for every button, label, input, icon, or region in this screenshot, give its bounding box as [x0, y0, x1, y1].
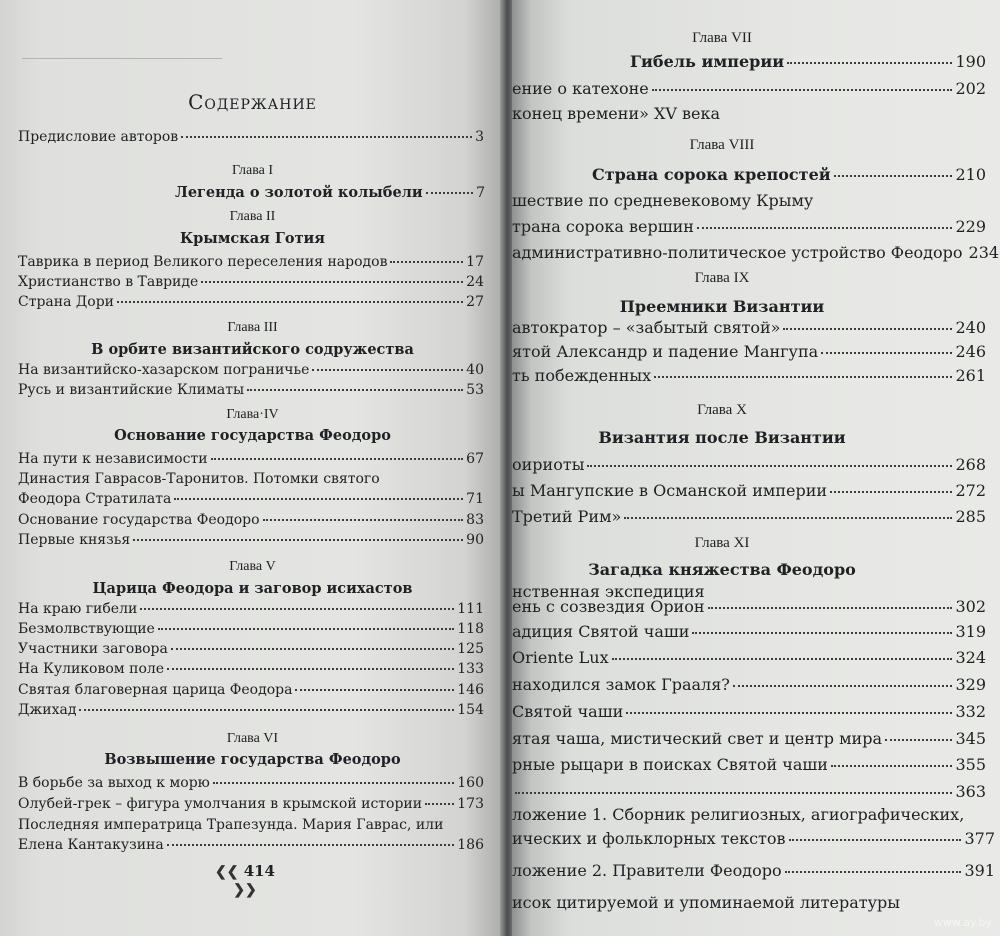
- chapter-8-title-entry: Страна сорока крепостей 210: [592, 165, 986, 184]
- toc-entry: оириоты 268: [512, 455, 986, 474]
- right-page: [512, 0, 1000, 936]
- toc-entry: ень с созвездия Орион 302: [512, 597, 986, 616]
- toc-entry: Елена Кантакузина 186: [18, 837, 484, 853]
- chapter-4-title: Основание государства Феодоро: [114, 427, 391, 444]
- entry-page: 3: [475, 129, 484, 145]
- toc-entry: Безмолвствующие 118: [18, 621, 484, 637]
- toc-entry: ятой Александр и падение Мангупа 246: [512, 342, 986, 361]
- chapter-9-head: Глава IX: [694, 270, 750, 286]
- toc-entry: ятая чаша, мистический свет и центр мира 345: [512, 729, 986, 748]
- chapter-10-title: Византия после Византии: [598, 428, 846, 447]
- chapter-9-title: Преемники Византии: [619, 297, 825, 316]
- toc-entry: Основание государства Феодоро 83: [18, 512, 484, 528]
- chapter-1-head: Глава I: [231, 163, 274, 178]
- toc-entry-line: конец времени» XV века: [512, 104, 721, 123]
- header-rule: [22, 58, 222, 59]
- toc-entry: ы Мангупские в Османской империи 272: [512, 481, 986, 500]
- toc-entry: Таврика в период Великого переселения народов 17: [18, 254, 484, 270]
- toc-entry-line: ложение 1. Сборник религиозных, агиографических,: [512, 805, 965, 824]
- toc-entry: ложение 2. Правители Феодоро 391: [512, 861, 995, 880]
- toc-entry: административно-политическое устройство Феодоро 234: [512, 243, 1000, 262]
- chapter-1-title: Легенда о золотой колыбели: [175, 184, 423, 201]
- chapter-8-head: Глава VIII: [689, 137, 755, 153]
- chapter-3-title: В орбите византийского содружества: [91, 341, 414, 358]
- toc-entry: 363: [512, 782, 986, 801]
- toc-entry: Участники заговора 125: [18, 641, 484, 657]
- toc-entry: адиция Святой чаши 319: [512, 622, 986, 641]
- chapter-6-head: Глава VI: [226, 731, 279, 746]
- watermark: www.ay.by: [933, 916, 992, 929]
- toc-entry: Первые князья 90: [18, 532, 484, 548]
- toc-entry-line: нственная экспедиция: [512, 582, 705, 601]
- chapter-7-title: Гибель империи: [630, 52, 785, 71]
- chapter-2-title: Крымская Готия: [179, 230, 326, 247]
- toc-entry: Третий Рим» 285: [512, 507, 986, 526]
- toc-entry: На краю гибели 111: [18, 601, 484, 617]
- toc-entry: находился замок Грааля? 329: [512, 675, 986, 694]
- toc-title: Содержание: [188, 90, 317, 114]
- toc-entry: Святая благоверная царица Феодора 146: [18, 682, 484, 698]
- page-number: ❮❮ 414 ❯❯: [214, 862, 275, 898]
- toc-entry: На Куликовом поле 133: [18, 661, 484, 677]
- chapter-5-head: Глава V: [229, 559, 276, 574]
- toc-entry: Страна Дори 27: [18, 294, 484, 310]
- toc-entry-line: исок цитируемой и упоминаемой литературы: [512, 893, 901, 912]
- toc-entry: На византийско-хазарском пограничье 40: [18, 362, 484, 378]
- chapter-7-head: Глава VII: [692, 30, 752, 46]
- chapter-11-title: Загадка княжества Феодоро: [588, 560, 856, 579]
- toc-entry-line: Династия Гаврасов-Таронитов. Потомки святого: [18, 471, 380, 487]
- toc-entry: Святой чаши 332: [512, 702, 986, 721]
- chapter-1-title-entry: [175, 184, 485, 201]
- toc-entry: ть побежденных 261: [512, 366, 986, 385]
- chapter-5-title: Царица Феодора и заговор исихастов: [92, 580, 413, 597]
- toc-entry-preface: [18, 129, 484, 145]
- chapter-11-head: Глава XI: [694, 535, 750, 551]
- ornament-left-icon: ❮❮: [214, 864, 239, 880]
- toc-entry: Феодора Стратилата 71: [18, 491, 484, 507]
- chapter-2-head: Глава II: [229, 209, 276, 224]
- toc-entry: ических и фольклорных текстов 377: [512, 829, 995, 848]
- chapter-3-head: Глава III: [227, 320, 278, 335]
- ornament-right-icon: ❯❯: [233, 882, 257, 898]
- chapter-7-title-entry: Гибель империи 190: [630, 52, 986, 71]
- entry-text: Предисловие авторов: [18, 129, 179, 145]
- chapter-4-head: Глава·IV: [226, 407, 279, 422]
- toc-entry: В борьбе за выход к морю 160: [18, 775, 484, 791]
- toc-entry: рные рыцари в поисках Святой чаши 355: [512, 755, 986, 774]
- toc-entry: Христианство в Тавриде 24: [18, 274, 484, 290]
- toc-entry: трана сорока вершин 229: [512, 217, 986, 236]
- toc-entry: ение о катехоне 202: [512, 79, 986, 98]
- toc-entry: автократор – «забытый святой» 240: [512, 318, 986, 337]
- toc-entry: Русь и византийские Климаты 53: [18, 382, 484, 398]
- toc-entry: Олубей-грек – фигура умолчания в крымской истории 173: [18, 796, 484, 812]
- entry-page: 7: [476, 185, 485, 201]
- toc-entry-line: Последняя императрица Трапезунда. Мария Гаврас, или: [18, 817, 444, 833]
- chapter-10-head: Глава X: [697, 402, 747, 418]
- toc-entry: Джихад 154: [18, 702, 484, 718]
- toc-entry-line: шествие по средневековому Крыму: [512, 191, 814, 210]
- chapter-6-title: Возвышение государства Феодоро: [104, 751, 401, 768]
- toc-entry: На пути к независимости 67: [18, 451, 484, 467]
- toc-entry: Oriente Lux 324: [512, 648, 986, 667]
- chapter-8-title: Страна сорока крепостей: [592, 165, 831, 184]
